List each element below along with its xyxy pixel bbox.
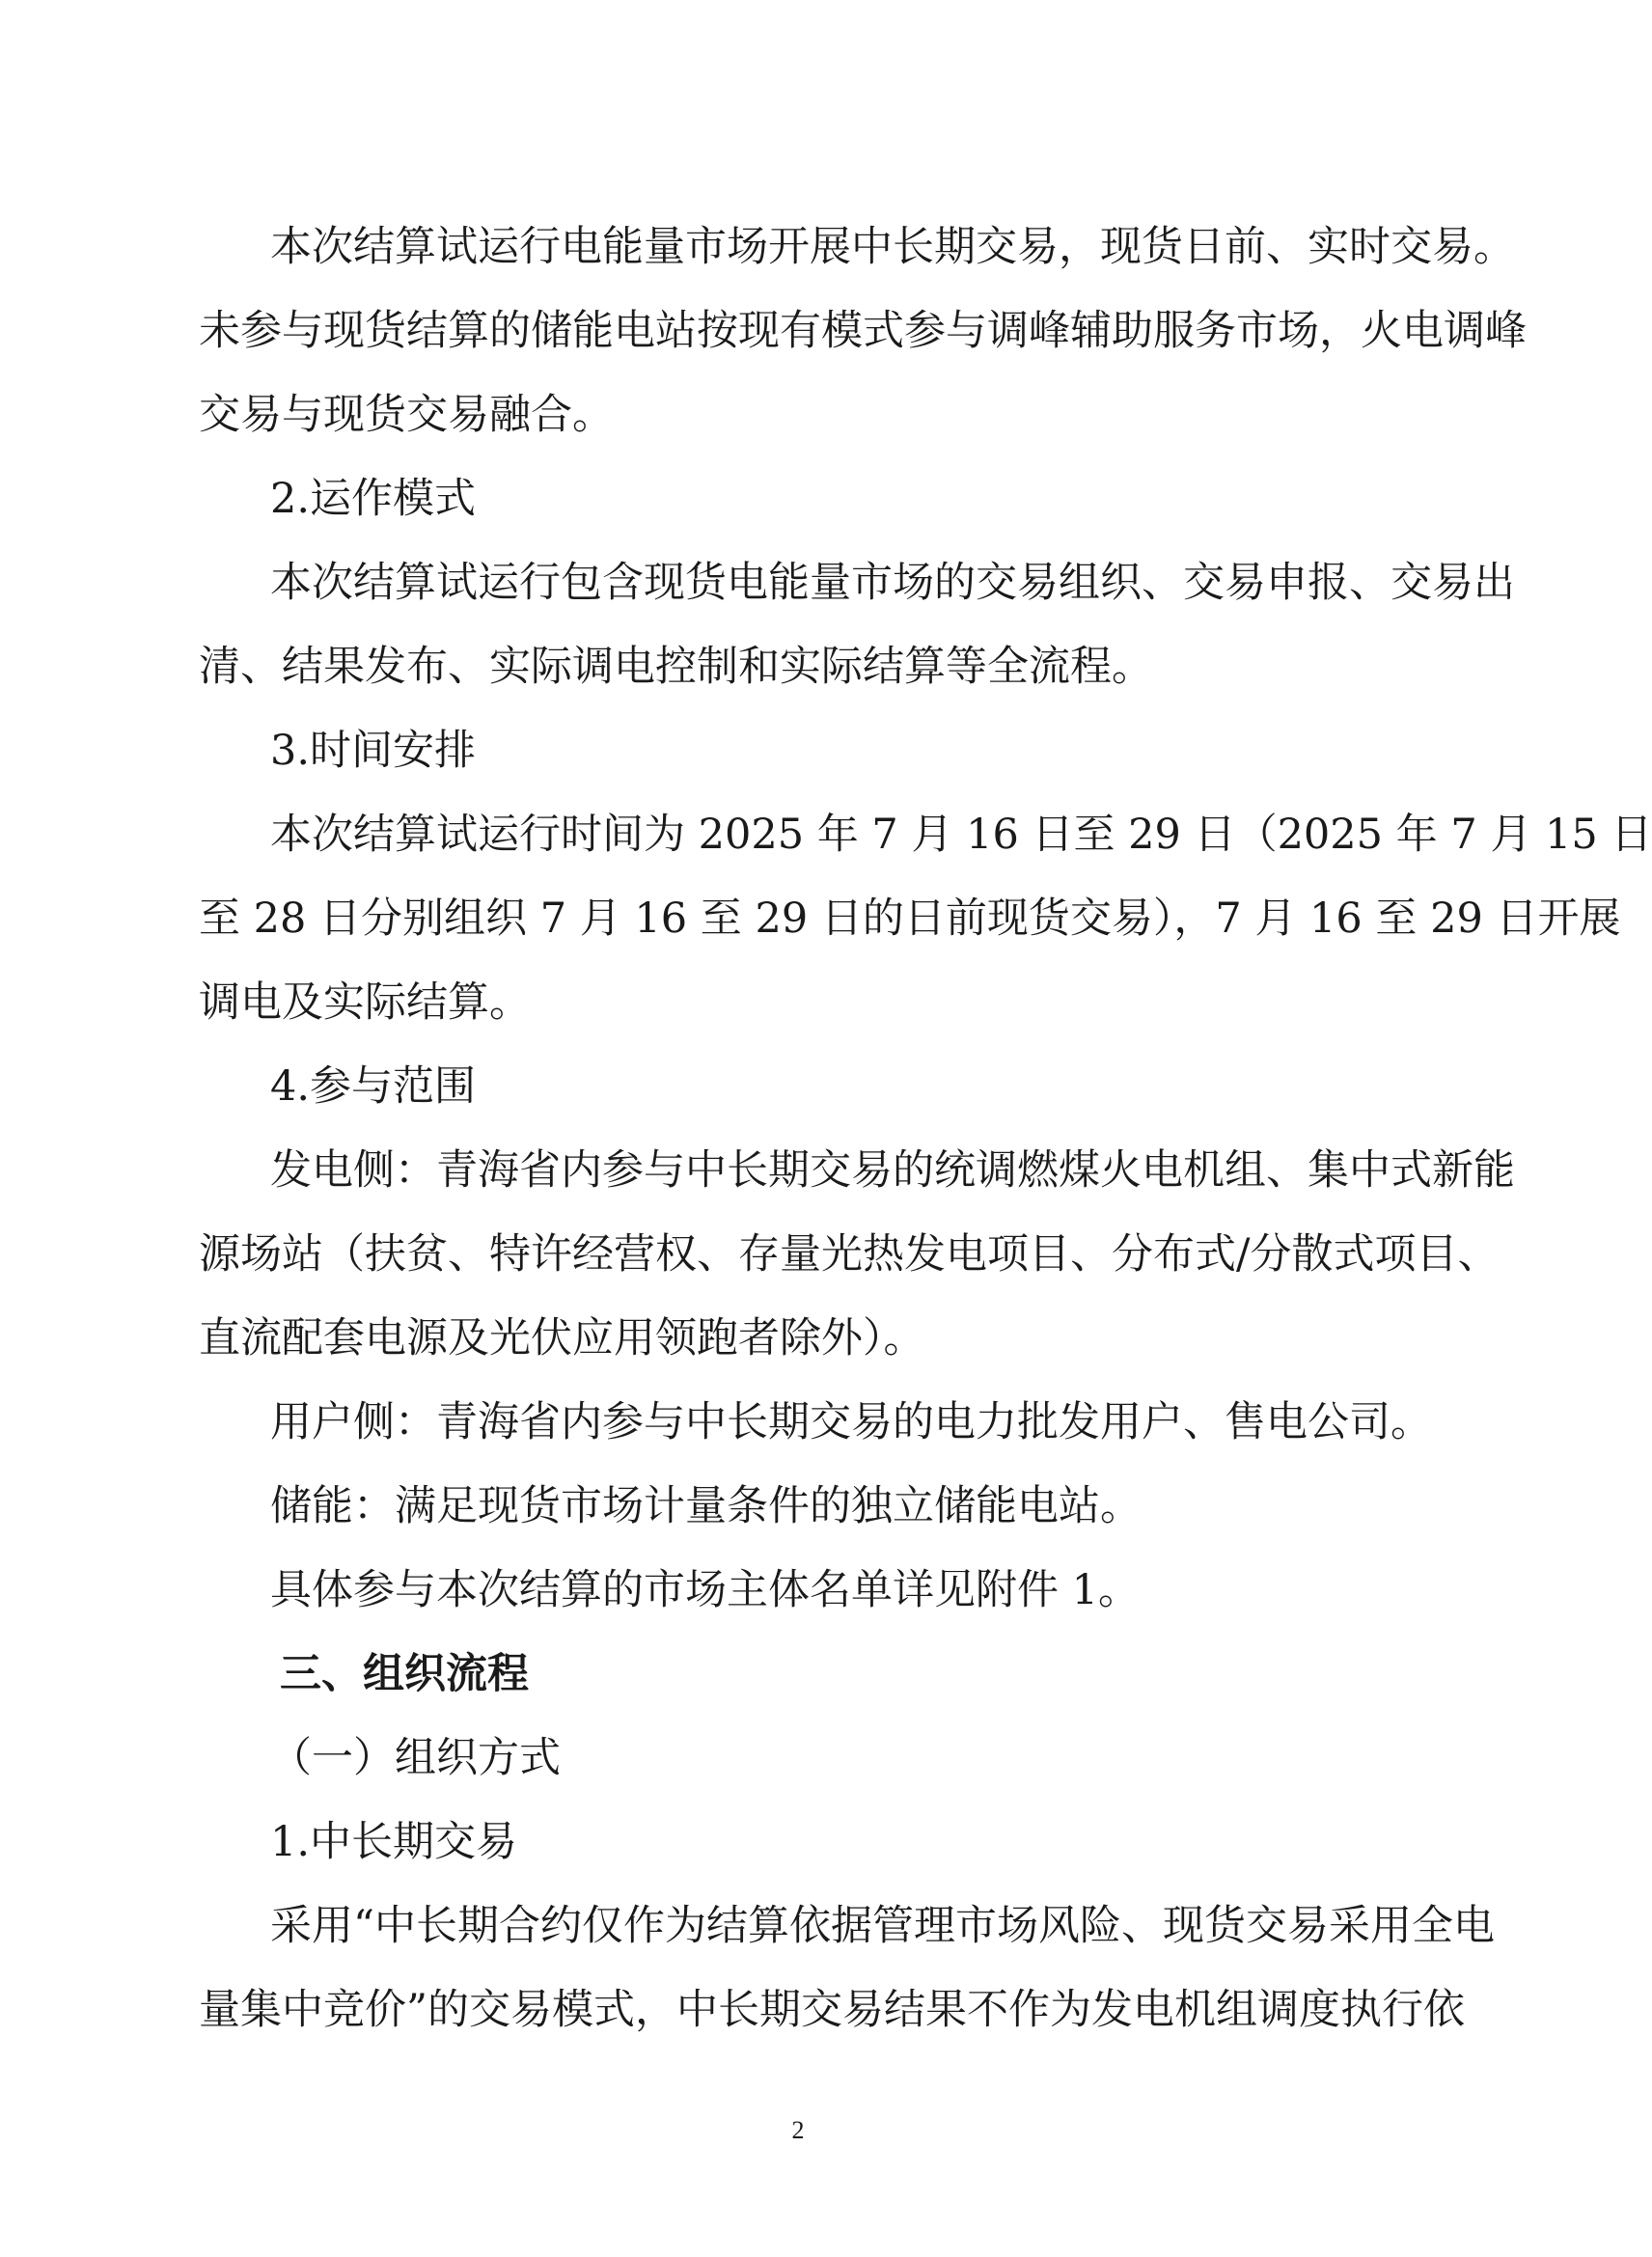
section-heading: 3.时间安排 [270,727,477,775]
paragraph-line: 本次结算试运行包含现货电能量市场的交易组织、交易申报、交易出 [270,559,1515,607]
section-heading: 4.参与范围 [270,1062,477,1111]
paragraph-line: 储能：满足现货市场计量条件的独立储能电站。 [270,1482,1142,1530]
paragraph-line: 至 28 日分别组织 7 月 16 至 29 日的日前现货交易），7 月 16 至 29 日开展 [199,895,1621,943]
paragraph-line: 具体参与本次结算的市场主体名单详见附件 1。 [270,1566,1141,1614]
paragraph-line: 未参与现货结算的储能电站按现有模式参与调峰辅助服务市场，火电调峰 [199,307,1527,355]
section-heading: 2.运作模式 [270,475,477,523]
paragraph-line: 本次结算试运行时间为 2025 年 7 月 16 日至 29 日（2025 年 7 月 15 日 [270,811,1652,859]
paragraph-line: 用户侧：青海省内参与中长期交易的电力批发用户、售电公司。 [270,1398,1432,1446]
subsection-heading: （一）组织方式 [270,1734,561,1782]
paragraph-line: 交易与现货交易融合。 [199,391,614,439]
chapter-heading: 三、组织流程 [280,1650,529,1698]
paragraph-line: 发电侧：青海省内参与中长期交易的统调燃煤火电机组、集中式新能 [270,1146,1515,1195]
paragraph-line: 源场站（扶贫、特许经营权、存量光热发电项目、分布式/分散式项目、 [199,1230,1500,1279]
paragraph-line: 本次结算试运行电能量市场开展中长期交易，现货日前、实时交易。 [270,223,1515,271]
paragraph-line: 清、结果发布、实际调电控制和实际结算等全流程。 [199,643,1153,691]
paragraph-line: 采用“中长期合约仅作为结算依据管理市场风险、现货交易采用全电 [270,1902,1495,1950]
page-number: 2 [791,2116,805,2144]
section-heading: 1.中长期交易 [270,1818,518,1866]
paragraph-line: 量集中竞价”的交易模式，中长期交易结果不作为发电机组调度执行依 [199,1986,1465,2034]
paragraph-line: 调电及实际结算。 [199,978,531,1027]
paragraph-line: 直流配套电源及光伏应用领跑者除外）。 [199,1314,925,1362]
